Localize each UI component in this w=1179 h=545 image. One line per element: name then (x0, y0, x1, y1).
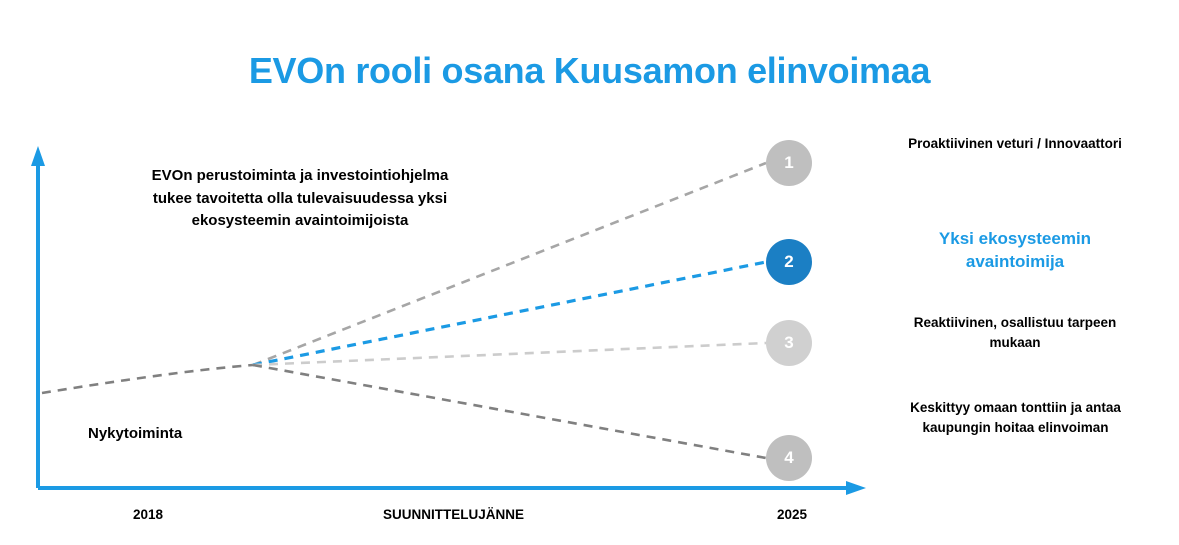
axis-tick-end: 2025 (777, 507, 808, 522)
scenario-description-2: Yksi ekosysteemin avaintoimija (938, 229, 1092, 271)
axis-tick-start: 2018 (133, 507, 164, 522)
scenario-node-1[interactable] (766, 140, 812, 186)
scenario-node-3[interactable] (766, 320, 812, 366)
scenario-node-1-label: 1 (784, 153, 794, 172)
scenario-line-3 (253, 343, 766, 365)
scenario-line-4 (253, 365, 766, 458)
scenario-description-3: Reaktiivinen, osallistuu tarpeen mukaan (913, 315, 1117, 350)
history-path (42, 365, 253, 393)
axis-label-planning-horizon: SUUNNITTELUJÄNNE (383, 507, 525, 522)
scenario-line-2 (253, 262, 766, 365)
scenario-node-2-label: 2 (784, 252, 794, 271)
scenario-node-4-label: 4 (784, 448, 794, 467)
scenario-description-4: Keskittyy omaan tonttiin ja antaa kaupungin hoitaa elinvoiman (910, 400, 1121, 435)
scenario-node-3-label: 3 (784, 333, 794, 352)
current-state-label: Nykytoiminta (88, 425, 183, 442)
center-note: EVOn perustoiminta ja investointiohjelma tukee tavoitetta olla tulevaisuudessa yksi ekosysteemin avaintoimijoista (151, 167, 449, 229)
scenario-node-4[interactable] (766, 435, 812, 481)
scenario-node-2[interactable] (766, 239, 812, 285)
x-axis-arrow-icon (846, 481, 866, 495)
page-title: EVOn rooli osana Kuusamon elinvoimaa (248, 50, 931, 91)
scenario-description-1: Proaktiivinen veturi / Innovaattori (908, 136, 1122, 151)
y-axis-arrow-icon (31, 146, 45, 166)
